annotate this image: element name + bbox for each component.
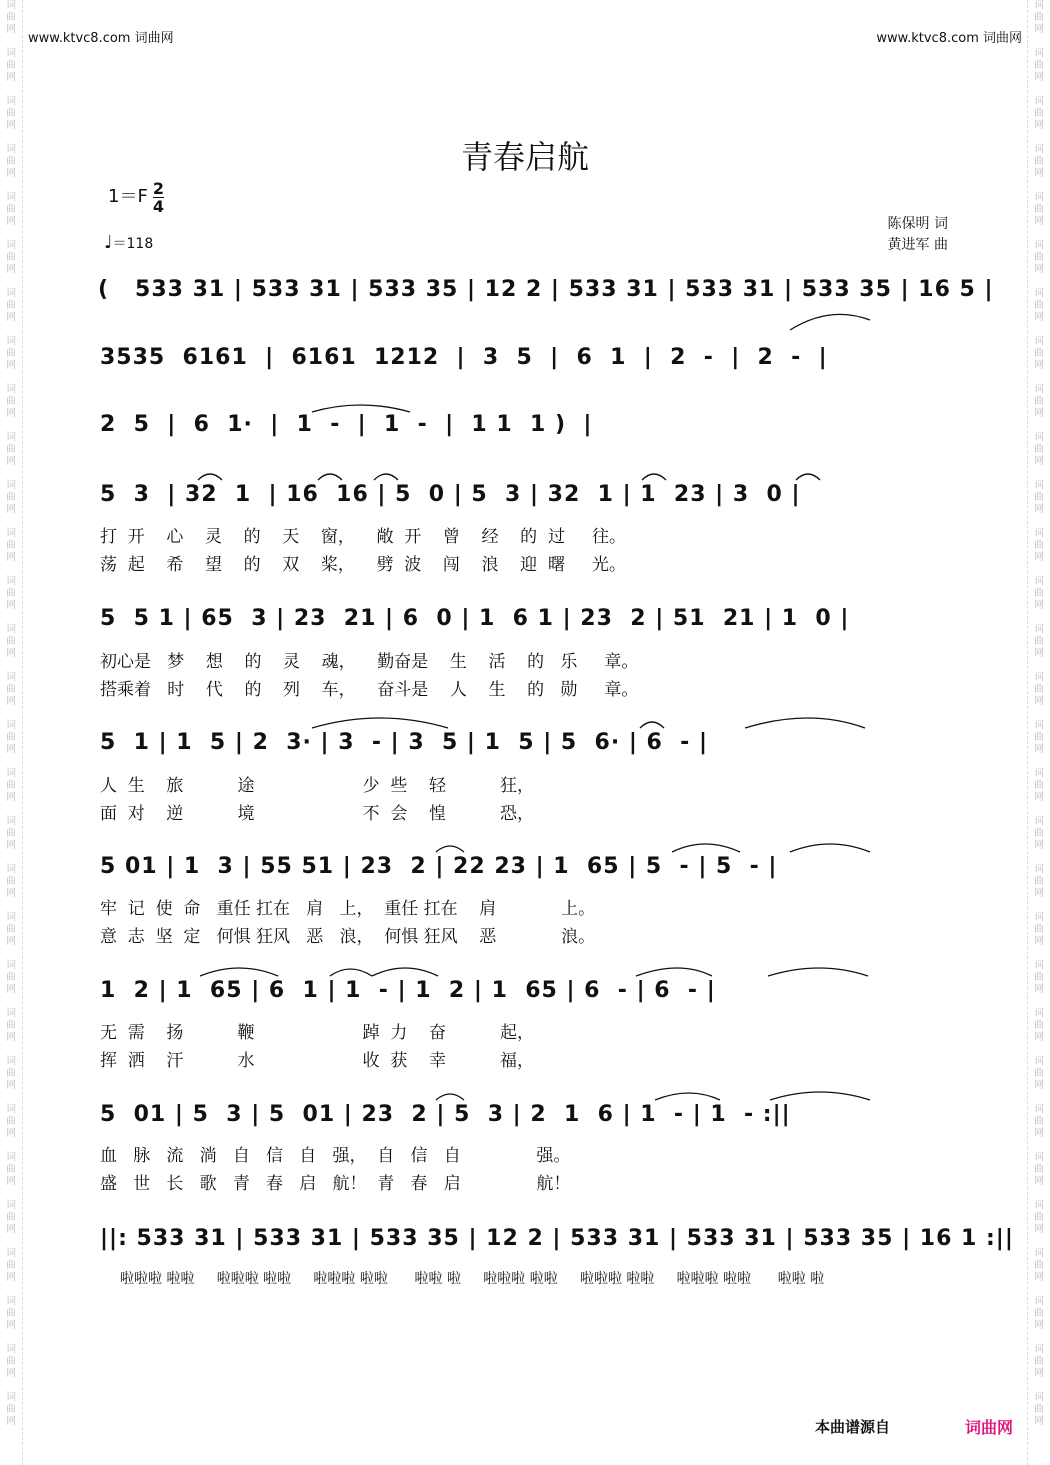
composer: 黄进军 曲 xyxy=(887,237,948,253)
time-signature-top: 2 xyxy=(152,179,165,198)
lyric-4-1: 打 开 心 灵 的 天 窗， 敞 开 曾 经 的 过 往。 xyxy=(100,527,626,547)
slur-10 xyxy=(745,718,865,728)
slur-7 xyxy=(796,474,820,480)
lyric-6-2: 面 对 逆 境 不 会 惶 恐， xyxy=(100,804,534,824)
slur-8 xyxy=(312,718,448,728)
score-line-4: 5 3 | 32 1 | 16 16 | 5 0 | 5 3 | 32 1 | 1 23 | 3 0 | xyxy=(100,482,801,507)
lyric-5-1: 初心是 梦 想 的 灵 魂， 勤奋是 生 活 的 乐 章。 xyxy=(100,652,639,672)
la-lyrics: 啦啦啦 啦啦 啦啦啦 啦啦 啦啦啦 啦啦 啦啦 啦 啦啦啦 啦啦 啦啦啦 啦啦 啦啦啦 啦啦 啦啦 啦 xyxy=(120,1271,825,1287)
score-line-8: 1 2 | 1 65 | 6 1 | 1 - | 1 2 | 1 65 | 6 - | 6 - | xyxy=(100,978,716,1003)
slur-17 xyxy=(636,968,712,976)
slur-14 xyxy=(200,968,278,976)
lyric-6-1: 人 生 旅 途 少 些 轻 狂， xyxy=(100,776,534,796)
score-line-10: ||: 533 31 | 533 31 | 533 35 | 12 2 | 533 31 | 533 31 | 533 35 | 16 1 :|| xyxy=(100,1226,1014,1251)
lyric-8-1: 无 需 扬 鞭 踔 力 奋 起， xyxy=(100,1023,534,1043)
score-line-1: ( 533 31 | 533 31 | 533 35 | 12 2 | 533 31 | 533 31 | 533 35 | 16 5 | xyxy=(98,277,994,302)
slur-2 xyxy=(312,405,410,412)
slur-20 xyxy=(655,1093,720,1100)
slur-3 xyxy=(198,474,222,480)
slur-4 xyxy=(318,474,342,480)
score-line-7: 5 01 | 1 3 | 55 51 | 23 2 | 22 23 | 1 65 | 5 - | 5 - | xyxy=(100,854,778,879)
lyric-9-1: 血 脉 流 淌 自 信 自 强， 自 信 自 强。 xyxy=(100,1146,571,1166)
slur-12 xyxy=(672,844,740,852)
slur-21 xyxy=(770,1092,870,1100)
song-title: 青春启航 xyxy=(460,138,589,176)
lyricist: 陈保明 词 xyxy=(887,216,948,232)
slur-16 xyxy=(372,968,438,976)
quarter-note-icon: ♩ xyxy=(104,232,113,253)
score-line-9: 5 01 | 5 3 | 5 01 | 23 2 | 5 3 | 2 1 6 | 1 - | 1 - :|| xyxy=(100,1102,791,1127)
side-watermark-left: 词 曲 网 词 曲 网 词 曲 网 词 曲 网 词 曲 网 词 曲 网 词 曲 网 词 曲 网 词 曲 网 词 曲 网 词 曲 网 词 曲 网 词 曲 网 词 曲 网 词 曲 网 词 曲 网 词 曲 网 词 曲 网 词 曲 网 词 曲 网 词 曲 网 词 曲 网 词 曲 网 词 曲 网 词 曲 网 词 曲 网 词 曲 网 词 曲 网 词 曲 网 词 曲 网 xyxy=(0,0,23,1465)
slur-9 xyxy=(640,722,664,728)
key-label: 1＝F xyxy=(108,186,148,207)
lyric-5-2: 搭乘着 时 代 的 列 车， 奋斗是 人 生 的 勋 章。 xyxy=(100,680,639,700)
lyric-4-2: 荡 起 希 望 的 双 桨， 劈 波 闯 浪 迎 曙 光。 xyxy=(100,555,626,575)
watermark-right: www.ktvc8.com 词曲网 xyxy=(876,31,1022,46)
tempo-value: ＝118 xyxy=(112,236,154,252)
slur-5 xyxy=(374,474,398,480)
slur-15 xyxy=(330,969,372,976)
lyric-7-1: 牢 记 使 命 重任 扛在 肩 上， 重任 扛在 肩 上。 xyxy=(100,899,596,919)
lyric-9-2: 盛 世 长 歌 青 春 启 航！ 青 春 启 航！ xyxy=(100,1174,571,1194)
score-line-2: 3535 6161 | 6161 1212 | 3 5 | 6 1 | 2 - | 2 - | xyxy=(100,345,828,370)
footer-source: 本曲谱源自 xyxy=(815,1418,891,1436)
watermark-left: www.ktvc8.com 词曲网 xyxy=(28,31,174,46)
slur-18 xyxy=(768,968,868,976)
time-signature-bottom: 4 xyxy=(152,197,165,216)
slur-6 xyxy=(642,474,666,480)
time-signature xyxy=(153,180,164,215)
tempo-mark xyxy=(104,232,153,253)
key-signature xyxy=(108,180,164,215)
score-line-6: 5 1 | 1 5 | 2 3· | 3 - | 3 5 | 1 5 | 5 6· | 6 - | xyxy=(100,730,708,755)
score-line-3: 2 5 | 6 1· | 1 - | 1 - | 1 1 1 ) | xyxy=(100,412,593,437)
score-line-5: 5 5 1 | 65 3 | 23 21 | 6 0 | 1 6 1 | 23 2 | 51 21 | 1 0 | xyxy=(100,606,850,631)
slur-1 xyxy=(790,314,870,330)
slur-11 xyxy=(436,846,464,852)
slur-13 xyxy=(790,844,870,852)
lyric-8-2: 挥 洒 汗 水 收 获 幸 福， xyxy=(100,1051,534,1071)
side-watermark-right: 词 曲 网 词 曲 网 词 曲 网 词 曲 网 词 曲 网 词 曲 网 词 曲 网 词 曲 网 词 曲 网 词 曲 网 词 曲 网 词 曲 网 词 曲 网 词 曲 网 词 曲 网 词 曲 网 词 曲 网 词 曲 网 词 曲 网 词 曲 网 词 曲 网 词 曲 网 词 曲 网 词 曲 网 词 曲 网 词 曲 网 词 曲 网 词 曲 网 词 曲 网 词 曲 网 xyxy=(1027,0,1050,1465)
slur-19 xyxy=(436,1094,464,1100)
lyric-7-2: 意 志 坚 定 何惧 狂风 恶 浪， 何惧 狂风 恶 浪。 xyxy=(100,927,596,947)
footer-site-link[interactable]: 词曲网 xyxy=(965,1418,1014,1437)
